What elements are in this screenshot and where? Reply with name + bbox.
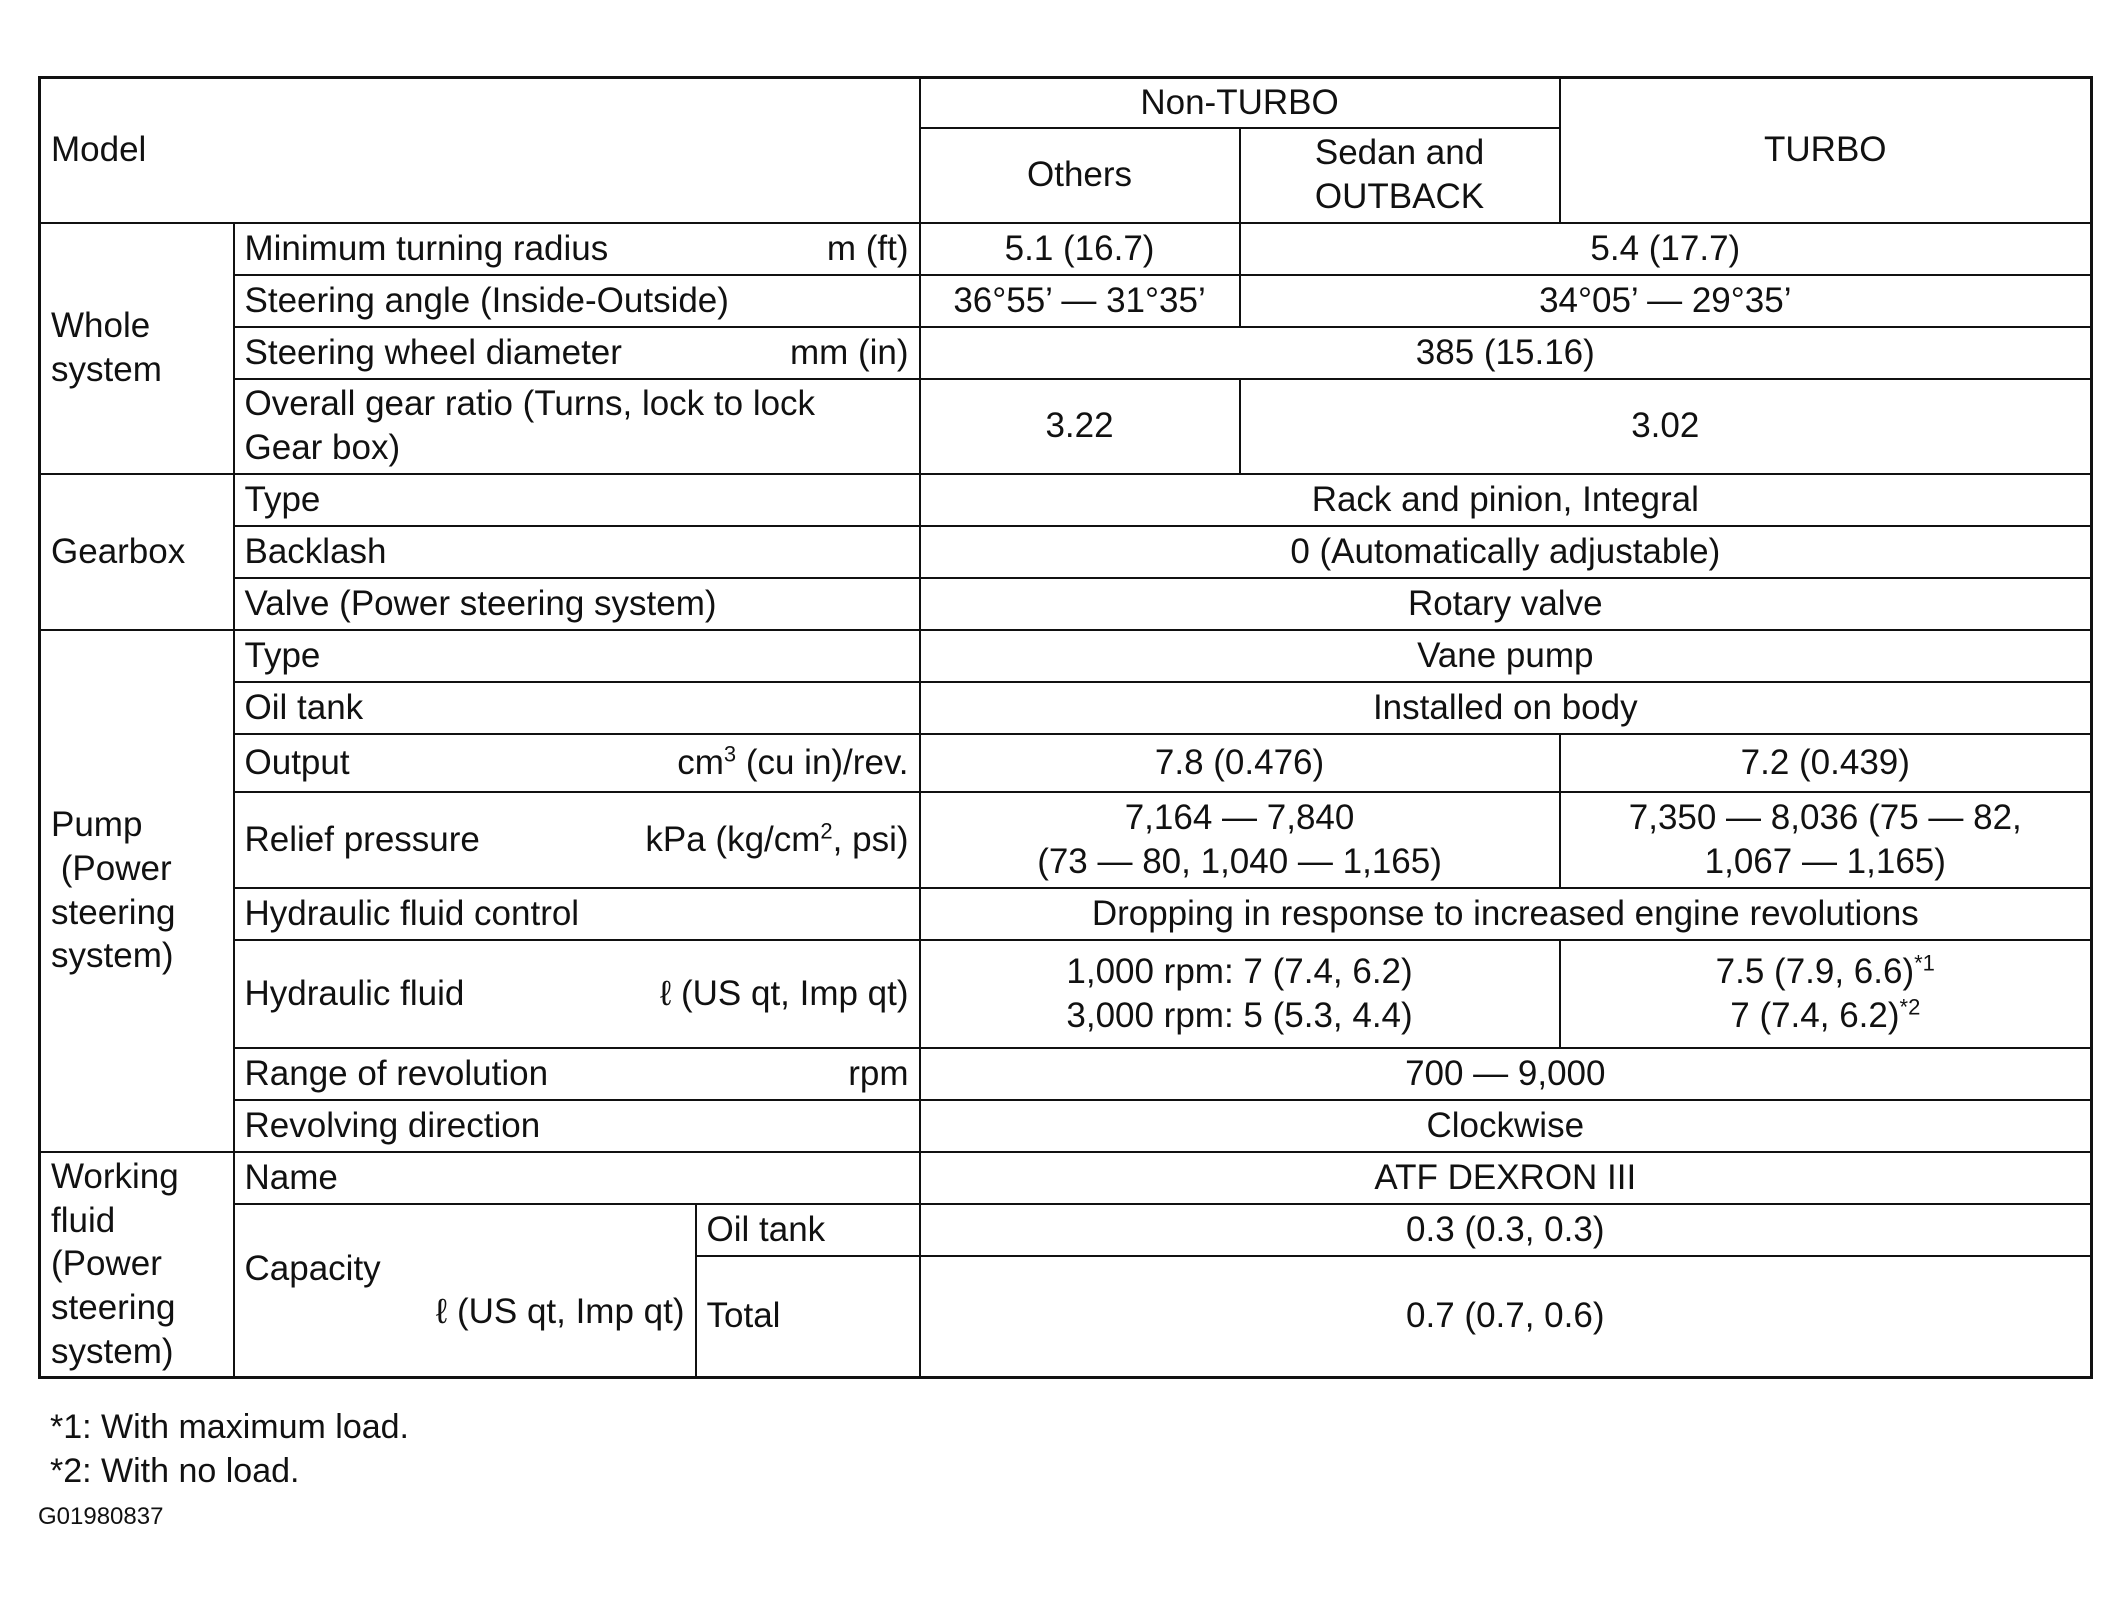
label-range-revolution: Range of revolution rpm: [234, 1048, 920, 1100]
value-oil-tank: Installed on body: [920, 682, 2092, 734]
value-output-non-turbo: 7.8 (0.476): [920, 734, 1560, 792]
label-capacity-total: Total: [696, 1256, 920, 1378]
label-backlash: Backlash: [234, 526, 920, 578]
value-steering-angle-others: 36°55’ — 31°35’: [920, 275, 1240, 327]
footnotes: [50, 1405, 409, 1493]
label-oil-tank: Oil tank: [234, 682, 920, 734]
steering-spec-table: [38, 76, 2093, 1379]
header-non-turbo: Non-TURBO: [920, 78, 1560, 128]
value-backlash: 0 (Automatically adjustable): [920, 526, 2092, 578]
label-gear-ratio: Overall gear ratio (Turns, lock to lock Gear box): [234, 379, 920, 474]
label-valve: Valve (Power steering system): [234, 578, 920, 630]
label-capacity: Capacity ℓ (US qt, Imp qt): [234, 1204, 696, 1378]
group-pump: Pump (Power steering system): [40, 630, 234, 1152]
value-pump-type: Vane pump: [920, 630, 2092, 682]
label-pump-type: Type: [234, 630, 920, 682]
label-revolving-direction: Revolving direction: [234, 1100, 920, 1152]
value-range-revolution: 700 — 9,000: [920, 1048, 2092, 1100]
value-capacity-total: 0.7 (0.7, 0.6): [920, 1256, 2092, 1378]
label-min-turning-radius: Minimum turning radius m (ft): [234, 223, 920, 275]
value-hydraulic-fluid-non-turbo: 1,000 rpm: 7 (7.4, 6.2) 3,000 rpm: 5 (5.3, 4.4): [920, 940, 1560, 1048]
footnote-1: *1: With maximum load.: [50, 1408, 409, 1446]
footnote-2: *2: With no load.: [50, 1452, 300, 1490]
value-capacity-oil-tank: 0.3 (0.3, 0.3): [920, 1204, 2092, 1256]
value-steering-angle-rest: 34°05’ — 29°35’: [1240, 275, 2092, 327]
group-working-fluid: Working fluid (Power steering system): [40, 1152, 234, 1378]
value-revolving-direction: Clockwise: [920, 1100, 2092, 1152]
value-relief-pressure-non-turbo: 7,164 — 7,840 (73 — 80, 1,040 — 1,165): [920, 792, 1560, 888]
header-turbo: TURBO: [1560, 78, 2092, 223]
value-wheel-diameter: 385 (15.16): [920, 327, 2092, 379]
header-model: Model: [40, 78, 920, 223]
label-fluid-name: Name: [234, 1152, 920, 1204]
value-gearbox-type: Rack and pinion, Integral: [920, 474, 2092, 526]
group-gearbox: Gearbox: [40, 474, 234, 630]
label-output: Output $cm^3$ (cu in)/rev.: [234, 734, 920, 792]
value-min-turning-radius-rest: 5.4 (17.7): [1240, 223, 2092, 275]
label-fluid-control: Hydraulic fluid control: [234, 888, 920, 940]
value-gear-ratio-others: 3.22: [920, 379, 1240, 474]
label-hydraulic-fluid: Hydraulic fluid ℓ (US qt, Imp qt): [234, 940, 920, 1048]
value-relief-pressure-turbo: 7,350 — 8,036 (75 — 82, 1,067 — 1,165): [1560, 792, 2092, 888]
label-steering-angle: Steering angle (Inside-Outside): [234, 275, 920, 327]
header-others: Others: [920, 128, 1240, 223]
value-gear-ratio-rest: 3.02: [1240, 379, 2092, 474]
group-whole-system: Whole system: [40, 223, 234, 474]
header-sedan-outback: Sedan and OUTBACK: [1240, 128, 1560, 223]
figure-code: G01980837: [38, 1503, 164, 1530]
label-relief-pressure: Relief pressure kPa ($kg/cm^2$, psi): [234, 792, 920, 888]
value-valve: Rotary valve: [920, 578, 2092, 630]
label-capacity-oil-tank: Oil tank: [696, 1204, 920, 1256]
label-wheel-diameter: Steering wheel diameter mm (in): [234, 327, 920, 379]
value-min-turning-radius-others: 5.1 (16.7): [920, 223, 1240, 275]
value-fluid-control: Dropping in response to increased engine revolutions: [920, 888, 2092, 940]
value-output-turbo: 7.2 (0.439): [1560, 734, 2092, 792]
value-fluid-name: ATF DEXRON III: [920, 1152, 2092, 1204]
value-hydraulic-fluid-turbo: 7.5 (7.9, 6.6)$^{*1}$ 7 (7.4, 6.2)$^{*2}$: [1560, 940, 2092, 1048]
label-gearbox-type: Type: [234, 474, 920, 526]
